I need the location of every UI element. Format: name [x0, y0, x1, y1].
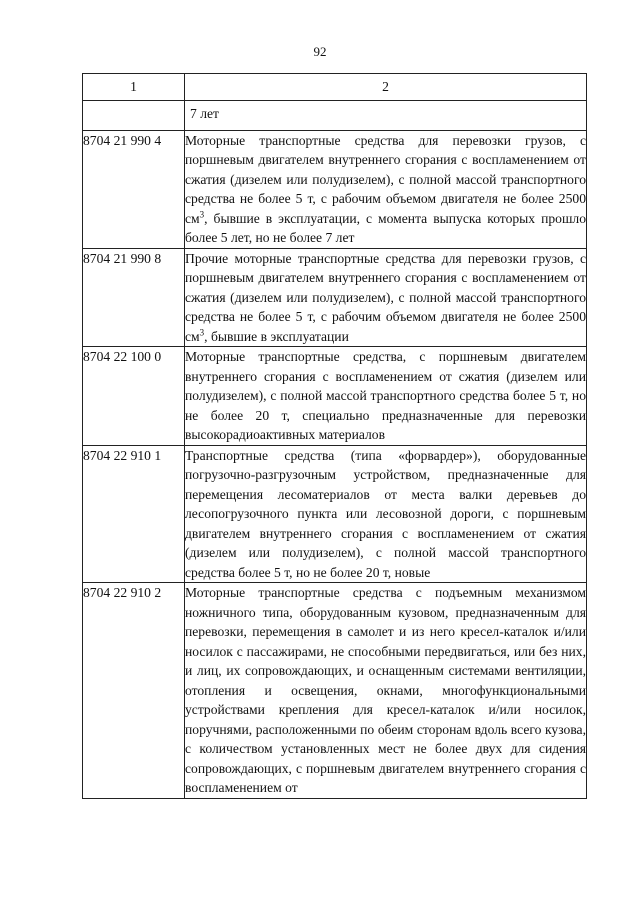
description-cell: Транспортные средства (типа «форвардер»), оборудованные погрузочно-разгрузочным устройством, предназначенные для перемещения лесоматериалов от места валки деревьев до лесопогрузочного пункта или лесовозной дороги, с поршневым двигателем внутреннего сгорания с воспламенением от сжатия (дизелем или полудизелем), с полной массой транспортного средства более 5 т, но не более 20 т, новые: [185, 445, 587, 583]
description-text: Прочие моторные транспортные средства для перевозки грузов, с поршневым двигателем внутреннего сгорания с воспламенением от сжатия (дизелем или полудизелем), с полной массой транспортного средства не более 5 т, с рабочим объемом двигателя не более 2500 см: [185, 250, 586, 344]
table-row-continuation: [83, 101, 587, 131]
page-number: 92: [313, 44, 327, 59]
description-cell: Моторные транспортные средства, с поршневым двигателем внутреннего сгорания с воспламенением от сжатия (дизелем или полудизелем), с полной массой транспортного средства более 5 т, но не более 20 т, специально предназначенные для перевозки высокорадиоактивных материалов: [185, 347, 587, 446]
description-cell: [185, 248, 587, 347]
description-text: Моторные транспортные средства для перевозки грузов, с поршневым двигателем внутреннего сгорания с воспламенением от сжатия (дизелем или полудизелем), с полной массой транспортного средства не более 5 т, с рабочим объемом двигателя не более 2500 см: [185, 132, 586, 226]
column-header-1: 1: [83, 74, 185, 101]
superscript: 3: [199, 208, 205, 219]
code-cell-empty: [83, 101, 185, 131]
description-cell: [185, 130, 587, 248]
code-cell: 8704 22 910 1: [83, 445, 185, 583]
tariff-table: [82, 73, 587, 799]
table-row: [83, 248, 587, 347]
table-row: [83, 445, 587, 583]
table-row: [83, 583, 587, 799]
code-cell: 8704 21 990 8: [83, 248, 185, 347]
superscript: 3: [199, 326, 205, 337]
table-row: [83, 347, 587, 446]
table-header-row: [83, 74, 587, 101]
code-cell: 8704 22 100 0: [83, 347, 185, 446]
table-row: [83, 130, 587, 248]
description-cell: Моторные транспортные средства с подъемным механизмом ножничного типа, оборудованным кузовом, предназначенным для перевозки, перемещения в самолет и из него кресел-каталок и/или носилок с пассажирами, не способными передвигаться, или без них, и лиц, их сопровождающих, и оснащенным системами вентиляции, отопления и освещения, окнами, многофункциональными устройствами крепления для кресел-каталок и/или носилок, поручнями, расположенными по обеим сторонам вдоль всего кузова, с количеством установленных мест не более двух для сидения сопровождающих, с поршневым двигателем внутреннего сгорания с воспламенением от: [185, 583, 587, 799]
column-header-2: 2: [185, 74, 587, 101]
description-cell: 7 лет: [185, 101, 587, 131]
code-cell: 8704 22 910 2: [83, 583, 185, 799]
description-text-continued: , бывшие в эксплуатации, с момента выпуска которых прошло более 5 лет, но не более 7 лет: [185, 210, 586, 245]
description-text-continued: , бывшие в эксплуатации: [204, 328, 349, 344]
code-cell: 8704 21 990 4: [83, 130, 185, 248]
